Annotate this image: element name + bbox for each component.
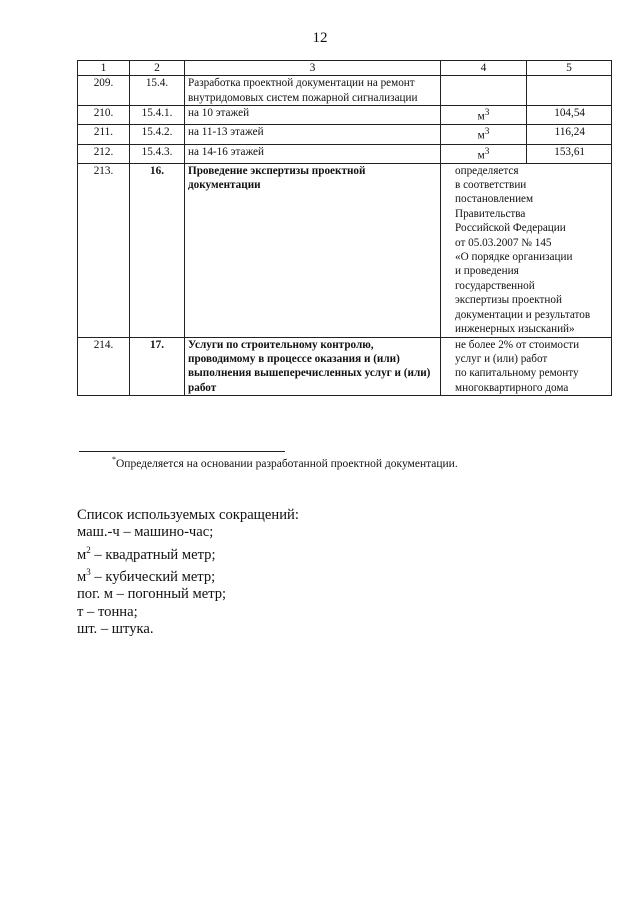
- row-code: 15.4.3.: [130, 144, 185, 163]
- row-name: на 14-16 этажей: [185, 144, 441, 163]
- note-line: постановлением: [455, 193, 534, 206]
- abbreviation-item: [77, 586, 299, 603]
- abbreviation-term: шт.: [77, 621, 98, 638]
- abbreviation-text: – кубический метр;: [90, 568, 216, 585]
- table-row: [78, 76, 612, 106]
- abbreviation-term: м: [77, 568, 87, 585]
- abbreviation-sup: 3: [86, 567, 91, 578]
- abbreviation-item: [77, 542, 299, 564]
- row-number: 210.: [78, 106, 130, 125]
- note-line: Правительства: [455, 207, 526, 220]
- footnote: [112, 455, 458, 470]
- row-unit: [441, 125, 527, 144]
- header-cell: 2: [130, 61, 185, 76]
- note-line: не более 2% от стоимости: [455, 338, 580, 351]
- row-number: 214.: [78, 337, 130, 396]
- note-line: определяется: [455, 164, 519, 177]
- note-line: в соответствии: [455, 179, 527, 192]
- abbreviation-text: – штука.: [97, 621, 154, 638]
- row-name: Проведение экспертизы проектной документации: [185, 163, 441, 337]
- row-code: 16.: [130, 163, 185, 337]
- note-line: инженерных изысканий»: [455, 323, 575, 336]
- row-number: 209.: [78, 76, 130, 106]
- abbreviation-sup: 2: [86, 544, 91, 555]
- footnote-divider: [79, 451, 285, 452]
- abbreviation-item: [77, 524, 299, 541]
- row-note: [441, 163, 612, 337]
- unit-text: м: [477, 110, 485, 123]
- row-value: 116,24: [527, 125, 612, 144]
- note-line: «О порядке организации: [455, 251, 573, 264]
- row-unit: [441, 144, 527, 163]
- row-value: 153,61: [527, 144, 612, 163]
- note-line: государственной: [455, 279, 535, 292]
- page-number: 12: [312, 30, 328, 46]
- row-code: 15.4.1.: [130, 106, 185, 125]
- abbreviation-term: пог. м: [77, 586, 113, 603]
- note-line: услуг и (или) работ: [455, 352, 548, 365]
- abbreviation-term: м: [77, 546, 87, 563]
- note-line: от 05.03.2007 № 145: [455, 236, 552, 249]
- row-code: 17.: [130, 337, 185, 396]
- table-row: [78, 144, 612, 163]
- abbreviations-list: [77, 507, 299, 639]
- unit-text: м: [477, 149, 485, 162]
- row-unit: [441, 106, 527, 125]
- row-name: Услуги по строительному контролю, проводимому в процессе оказания и (или) выполнения вышеперечисленных услуг и (или) работ: [185, 337, 441, 396]
- row-name: на 10 этажей: [185, 106, 441, 125]
- note-line: по капитальному ремонту: [455, 367, 579, 380]
- abbreviation-item: [77, 604, 299, 621]
- abbreviations-title: Список используемых сокращений:: [77, 507, 299, 523]
- row-code: 15.4.2.: [130, 125, 185, 144]
- table-row: [78, 163, 612, 337]
- abbreviation-term: маш.-ч: [77, 524, 120, 541]
- abbreviation-text: – погонный метр;: [112, 586, 227, 603]
- note-line: документации и результатов: [455, 308, 591, 321]
- table-row: [78, 106, 612, 125]
- table-header-row: [78, 61, 612, 76]
- abbreviation-item: [77, 564, 299, 586]
- row-value: 104,54: [527, 106, 612, 125]
- row-name: Разработка проектной документации на ремонт внутридомовых систем пожарной сигнализации: [185, 76, 441, 106]
- header-cell: 5: [527, 61, 612, 76]
- abbreviation-text: – машино-час;: [119, 524, 214, 541]
- note-line: экспертизы проектной: [455, 294, 562, 307]
- row-number: 212.: [78, 144, 130, 163]
- footnote-text: Определяется на основании разработанной проектной документации.: [116, 457, 458, 470]
- row-value: [527, 76, 612, 106]
- header-cell: 3: [185, 61, 441, 76]
- row-number: 213.: [78, 163, 130, 337]
- header-cell: 4: [441, 61, 527, 76]
- row-number: 211.: [78, 125, 130, 144]
- row-code: 15.4.: [130, 76, 185, 106]
- unit-sup: 3: [484, 127, 490, 138]
- footnote-mark: *: [112, 455, 116, 464]
- header-cell: 1: [78, 61, 130, 76]
- row-name: на 11-13 этажей: [185, 125, 441, 144]
- estimate-table: [77, 60, 612, 396]
- abbreviation-item: [77, 621, 299, 638]
- note-line: многоквартирного дома: [455, 381, 569, 394]
- unit-sup: 3: [484, 108, 490, 119]
- table-row: [78, 337, 612, 396]
- unit-text: м: [477, 130, 485, 143]
- note-line: Российской Федерации: [455, 222, 566, 235]
- abbreviation-text: – тонна;: [83, 603, 138, 620]
- row-unit: [441, 76, 527, 106]
- abbreviation-term: т: [77, 603, 84, 620]
- note-line: и проведения: [455, 265, 519, 278]
- unit-sup: 3: [484, 146, 490, 157]
- table-row: [78, 125, 612, 144]
- abbreviation-text: – квадратный метр;: [90, 546, 216, 563]
- row-note: [441, 337, 612, 396]
